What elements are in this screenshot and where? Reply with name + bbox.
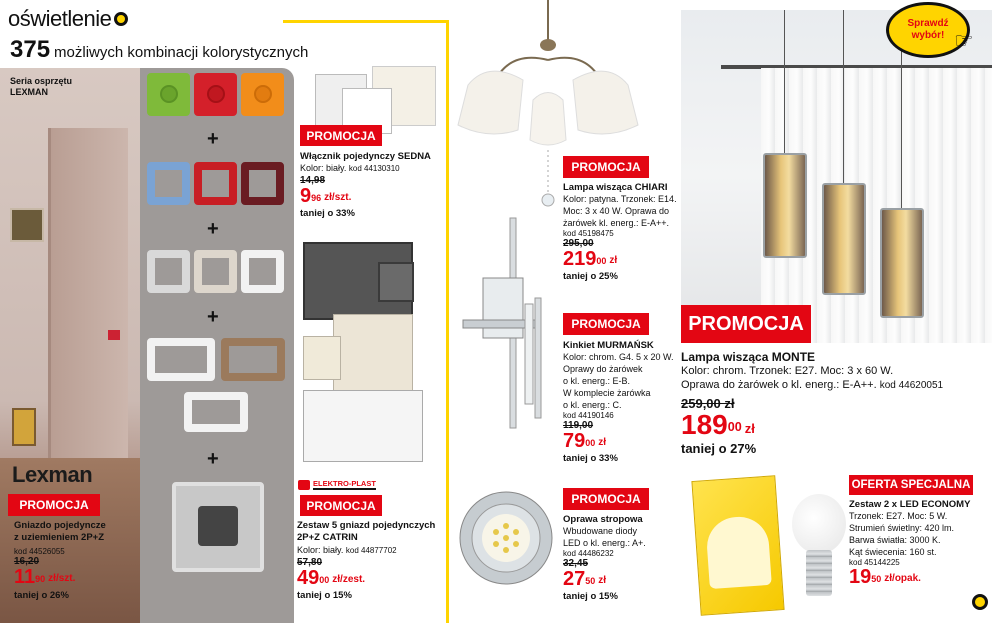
series-label: Seria osprzętu LEXMAN <box>10 76 73 97</box>
lexman-logo-text: Lexman <box>12 462 93 487</box>
product-desc: Kolor: patyna. Trzonek: E14. Moc: 3 x 40 W. Oprawa do żarówek kl. energ.: E-A++. <box>563 194 677 228</box>
price-cents: 96 <box>311 193 322 203</box>
old-price: 16,20 <box>14 556 40 567</box>
socket-plate-small <box>108 330 120 340</box>
product-code: kod 45144225 <box>849 558 900 567</box>
price <box>297 568 329 588</box>
frame-red <box>194 162 237 205</box>
product-catrin <box>297 520 445 601</box>
hand-cursor-icon: ☞ <box>954 28 974 53</box>
product-name: Kinkiet MURMAŃSK <box>563 340 654 351</box>
price-main: 9 <box>300 185 312 207</box>
elektroplast-icon <box>298 480 310 490</box>
plus-sign-4: + <box>207 448 219 470</box>
price-cents: 90 <box>35 574 46 584</box>
promo-badge-oprawa <box>563 488 649 510</box>
elektroplast-logo <box>298 479 376 490</box>
price <box>563 431 595 451</box>
product-name: Zestaw 2 x LED ECONOMY <box>849 499 971 510</box>
promo-badge-sedna <box>300 125 382 146</box>
price-main: 219 <box>563 248 597 270</box>
plus-sign-1: + <box>207 128 219 150</box>
old-price: 295,00 <box>563 238 594 249</box>
promo-label: PROMOCJA <box>19 498 89 512</box>
saving: taniej o 33% <box>300 208 355 219</box>
price-cents: 50 <box>585 576 596 586</box>
plus-sign-2: + <box>207 218 219 240</box>
frame-beige <box>194 250 237 293</box>
product-code: kod 44877702 <box>345 546 397 555</box>
product-code: kod 44620051 <box>879 380 944 391</box>
price-cents: 50 <box>871 574 882 584</box>
old-price: 119,00 <box>563 420 594 431</box>
price <box>563 569 595 589</box>
plus-sign-3: + <box>207 306 219 328</box>
catrin-cream-socket <box>303 336 341 380</box>
monte-shade-2 <box>822 183 866 295</box>
monte-shade-3 <box>880 208 924 318</box>
socket-orange <box>241 73 284 116</box>
badge-text: Sprawdź wybór! <box>907 18 949 41</box>
product-chiari <box>563 182 683 282</box>
ceiling-light-image <box>456 488 556 588</box>
frame-burgundy <box>241 162 284 205</box>
price <box>681 411 742 439</box>
frame-white <box>241 250 284 293</box>
lexman-logo <box>12 462 92 488</box>
old-price: 57,80 <box>297 557 323 568</box>
socket-mechanism <box>172 482 264 572</box>
old-price: 259,00 zł <box>681 396 735 411</box>
promo-badge-monte <box>681 305 811 343</box>
title-dot-icon <box>114 12 128 26</box>
frame-blue <box>147 162 190 205</box>
price-unit: zł <box>744 421 755 436</box>
price-main: 79 <box>563 430 586 452</box>
price-unit: zł <box>598 437 607 448</box>
price-main: 19 <box>849 566 872 588</box>
product-desc-1: Kolor: chrom. Trzonek: E27. Moc: 3 x 60 W. <box>681 365 894 377</box>
product-desc: Trzonek: E27. Moc: 5 W. Strumień świetlny: 420 lm. Barwa światła: 3000 K. Kąt świecenia: 160 st. <box>849 511 955 557</box>
product-code: kod 44526055 <box>14 547 65 556</box>
bulb-base <box>806 550 832 596</box>
sedna-photo <box>300 66 440 132</box>
page-title <box>8 6 128 32</box>
product-desc-2: Oprawa do żarówek o kl. energ.: E-A++. <box>681 379 877 391</box>
promo-badge-chiari <box>563 156 649 178</box>
product-desc: Wbudowane diody LED o kl. energ.: A+. <box>563 526 646 548</box>
triple-frame-white <box>184 392 248 432</box>
price <box>300 186 321 206</box>
price-cents: 00 <box>585 438 596 448</box>
promo-label: PROMOCJA <box>306 498 376 513</box>
product-code: kod 45198475 <box>563 229 614 238</box>
product-code: kod 44130310 <box>348 164 400 173</box>
promo-label: PROMOCJA <box>688 312 804 335</box>
price-main: 27 <box>563 568 586 590</box>
saving: taniej o 15% <box>297 590 352 601</box>
saving: taniej o 15% <box>563 591 618 602</box>
led-bulb-image <box>792 494 846 598</box>
catrin-photo <box>298 240 443 472</box>
promo-badge-led <box>849 475 973 495</box>
old-price: 32,45 <box>563 558 589 569</box>
price <box>563 249 606 269</box>
promo-badge-catrin <box>300 495 382 516</box>
promo-label: PROMOCJA <box>571 492 641 506</box>
socket-green <box>147 73 190 116</box>
frame-silver <box>147 250 190 293</box>
price-cents: 00 <box>319 575 330 585</box>
door-frame <box>48 128 128 488</box>
promo-label: OFERTA SPECJALNA <box>851 479 971 491</box>
price-unit: zł/szt. <box>324 192 352 203</box>
catrin-cream-switches <box>333 314 413 394</box>
product-code: kod 44190146 <box>563 411 614 420</box>
product-color-text: Kolor: biały. <box>300 163 347 173</box>
saving: taniej o 25% <box>563 271 618 282</box>
promo-badge-gniazdo <box>8 494 100 516</box>
product-oprawa <box>563 514 678 602</box>
saving: taniej o 26% <box>14 590 69 601</box>
saving: taniej o 27% <box>681 441 757 456</box>
headline-text: możliwych kombinacji kolorystycznych <box>54 44 309 61</box>
monte-shade-1 <box>763 153 807 258</box>
old-price: 14,98 <box>300 175 326 186</box>
product-name: Oprawa stropowa <box>563 514 643 525</box>
product-color-text: Kolor: biały. <box>297 545 344 555</box>
product-color <box>300 162 440 175</box>
saving: taniej o 33% <box>563 453 618 464</box>
lamp-cord-1 <box>784 10 785 155</box>
elektroplast-text: ELEKTRO-PLAST <box>313 479 376 488</box>
catrin-dark-socket <box>378 262 414 302</box>
socket-red <box>194 73 237 116</box>
promo-label: PROMOCJA <box>571 317 641 331</box>
product-code: kod 44486232 <box>563 549 614 558</box>
product-name: Lampa wisząca MONTE <box>681 350 816 364</box>
product-murmansk <box>563 340 683 464</box>
product-name: Zestaw 5 gniazd pojedynczych 2P+Z CATRIN <box>297 520 436 543</box>
price-cents: 00 <box>596 256 607 266</box>
promo-badge-murmansk <box>563 313 649 335</box>
section-title: oświetlenie <box>8 6 112 31</box>
product-name: Gniazdo pojedyncze z uziemieniem 2P+Z <box>14 520 106 543</box>
price-unit: zł/zest. <box>332 574 366 585</box>
price-cents: 00 <box>727 420 742 434</box>
promo-label: PROMOCJA <box>306 128 376 143</box>
double-frame-white <box>147 338 215 381</box>
murmansk-lamp-image <box>455 208 555 458</box>
double-frame-brown <box>221 338 285 381</box>
promo-label: PROMOCJA <box>571 160 641 174</box>
price-unit: zł <box>609 255 618 266</box>
price-main: 49 <box>297 567 320 589</box>
lamp-cord-2 <box>843 10 844 185</box>
price-unit: zł/szt. <box>48 573 76 584</box>
led-package-image <box>691 475 784 616</box>
price-unit: zł <box>598 575 607 586</box>
product-sedna <box>300 151 440 219</box>
product-monte <box>681 350 996 456</box>
product-name: Włącznik pojedynczy SEDNA <box>300 151 431 162</box>
bulb-glass <box>792 494 846 554</box>
switch-plate <box>10 208 44 242</box>
monte-photo <box>681 10 992 343</box>
product-desc: Kolor: chrom. G4. 5 x 20 W. Oprawy do żarówek o kl. energ.: E-B. W komplecie żarówka o kl. energ.: C. <box>563 352 674 410</box>
product-name: Lampa wisząca CHIARI <box>563 182 668 193</box>
catrin-white-switches <box>303 390 423 462</box>
page-corner-dot-icon <box>972 594 988 610</box>
product-led <box>849 499 989 587</box>
chiari-lamp-image <box>448 0 648 210</box>
price-unit: zł/opak. <box>884 573 921 584</box>
price <box>14 567 45 587</box>
price-main: 189 <box>681 409 728 440</box>
headline <box>10 36 308 64</box>
package-window <box>705 515 772 589</box>
product-color <box>297 544 445 557</box>
price-main: 11 <box>14 566 36 588</box>
product-gniazdo <box>14 520 144 601</box>
headline-number: 375 <box>10 36 51 63</box>
floor-socket <box>12 408 36 446</box>
yellow-frame-line <box>283 20 447 23</box>
price <box>849 567 881 587</box>
